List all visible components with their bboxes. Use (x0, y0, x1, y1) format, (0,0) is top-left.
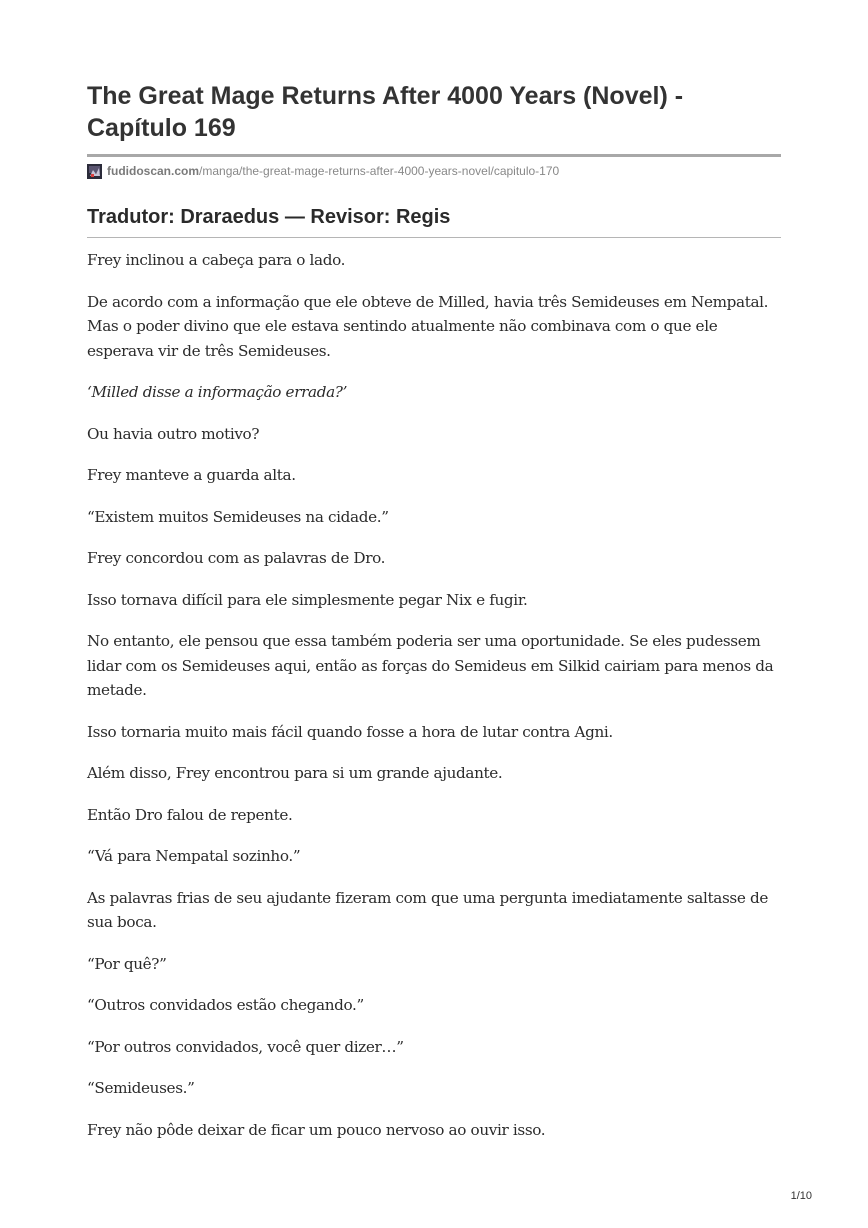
title-divider (87, 154, 781, 157)
paragraph: “Vá para Nempatal sozinho.” (87, 847, 301, 865)
document-page (87, 80, 781, 1159)
paragraph: As palavras frias de seu ajudante fizeram com que uma pergunta imediatamente saltasse de sua boca. (87, 888, 768, 931)
paragraph: Isso tornava difícil para ele simplesmente pegar Nix e fugir. (87, 590, 528, 609)
paragraph: Frey não pôde deixar de ficar um pouco nervoso ao ouvir isso. (87, 1120, 546, 1139)
article-body (87, 248, 781, 1142)
paragraph: Então Dro falou de repente. (87, 805, 293, 824)
source-path[interactable]: /manga/the-great-mage-returns-after-4000-years-novel/capitulo-170 (199, 164, 560, 178)
source-domain[interactable]: fudidoscan.com (107, 164, 200, 178)
paragraph: “Semideuses.” (87, 1079, 195, 1097)
paragraph: De acordo com a informação que ele obteve de Milled, havia três Semideuses em Nempatal. Mas o poder divino que ele estava sentindo atualmente não combinava com o que ele esperava vir de três Semideuses. (87, 292, 769, 360)
paragraph: Frey manteve a guarda alta. (87, 466, 296, 484)
paragraph: “Por outros convidados, você quer dizer…” (87, 1037, 404, 1056)
paragraph: “Por quê?” (87, 954, 167, 973)
paragraph: Isso tornaria muito mais fácil quando fosse a hora de lutar contra Agni. (87, 722, 613, 741)
paragraph: No entanto, ele pensou que essa também poderia ser uma oportunidade. Se eles pudessem lidar com os Semideuses aqui, então as forças do Semideus em Silkid cairiam para menos da metade. (87, 632, 774, 699)
paragraph: “Outros convidados estão chegando.” (87, 996, 364, 1014)
site-favicon-icon (87, 164, 102, 179)
paragraph: ‘Milled disse a informação errada?’ (87, 383, 348, 401)
page-title: The Great Mage Returns After 4000 Years (Novel) - Capítulo 169 (87, 82, 684, 142)
section-heading: Tradutor: Draraedus — Revisor: Regis (87, 206, 451, 228)
paragraph: Ou havia outro motivo? (87, 424, 260, 443)
paragraph: “Existem muitos Semideuses na cidade.” (87, 507, 389, 526)
page-number: 1/10 (790, 1190, 812, 1202)
paragraph: Além disso, Frey encontrou para si um grande ajudante. (87, 764, 503, 782)
section-divider (87, 237, 781, 238)
paragraph: Frey concordou com as palavras de Dro. (87, 549, 386, 567)
source-link[interactable] (87, 162, 781, 180)
paragraph: Frey inclinou a cabeça para o lado. (87, 251, 346, 269)
